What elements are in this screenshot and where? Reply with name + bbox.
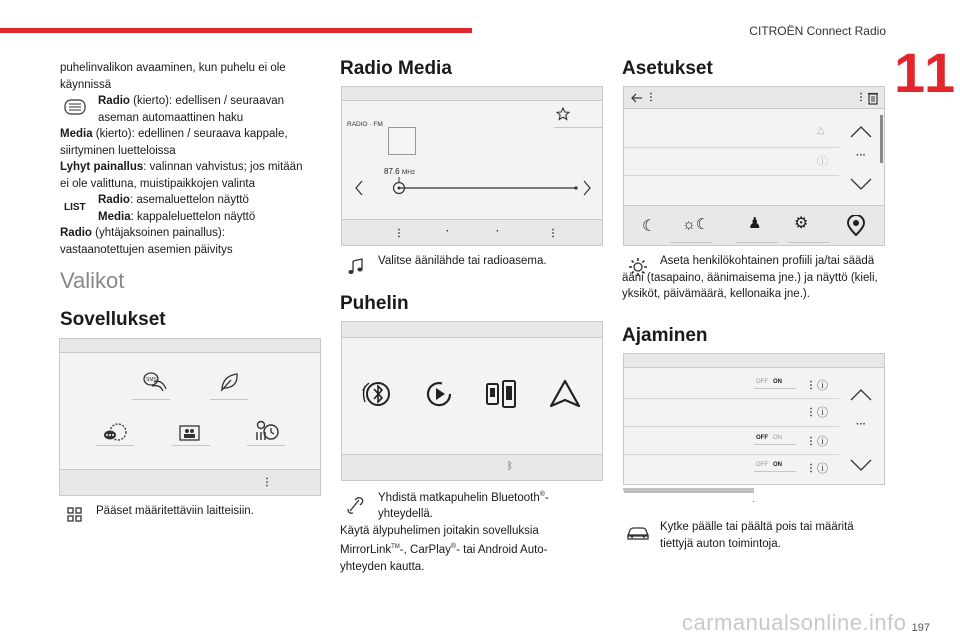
media-desc: (kierto): edellinen / seuraava kappale, siirtyminen luetteloissa <box>60 128 288 157</box>
media-term: Media <box>60 128 93 140</box>
list-desc-block <box>60 192 310 225</box>
driving-scroll-down-icon[interactable] <box>849 458 873 472</box>
station-logo-placeholder <box>388 127 416 155</box>
toggle-row-4[interactable]: OFF ON <box>756 462 783 468</box>
bluetooth-small-icon: ᛒ <box>507 461 513 472</box>
header-red-bar <box>0 28 472 33</box>
phone-caption: Yhdistä matkapuhelin Bluetooth®-yhteydellä. Käytä älypuhelimen joitakin sovelluksia MirrorLink™-, CarPlay®- tai Android Auto-yhteyden kautta. <box>340 491 549 573</box>
radio-caption: Valitse äänilähde tai radioasema. <box>378 255 547 267</box>
apps-title: Sovellukset <box>60 309 166 330</box>
trash-icon[interactable] <box>867 91 879 105</box>
radio3-term: Radio <box>60 227 92 239</box>
profile-icon[interactable]: ♟ <box>748 215 762 232</box>
radio-term: Radio <box>98 95 130 107</box>
short-press-desc: : valinnan vahvistus; jos mitään ei ole valittuna, muistipaikkojen valinta <box>60 161 303 190</box>
info-icon-row3[interactable]: ⓘ <box>817 436 828 448</box>
apps-top-band <box>60 339 320 353</box>
contacts-card-icon[interactable] <box>178 423 202 443</box>
media2-desc: : kappaleluettelon näyttö <box>130 210 256 223</box>
page-number: 197 <box>911 622 930 634</box>
scroll-down-icon[interactable] <box>849 177 873 191</box>
header-title: CITROËN Connect Radio <box>749 24 886 38</box>
media2-term: Media <box>98 210 131 223</box>
settings-caption: Aseta henkilökohtainen profiili ja/tai säädä ääni (tasapaino, äänimaisema jne.) ja näyttö (kieli, yksiköt, päivämäärä, kellonaika jne.). <box>622 255 878 300</box>
toggle-row-3[interactable]: OFF ON <box>756 435 783 441</box>
settings-title: Asetukset <box>622 58 713 79</box>
driving-scroll-up-icon[interactable] <box>849 388 873 402</box>
favorite-star-icon[interactable] <box>556 107 570 121</box>
driving-page-indicator <box>623 488 754 491</box>
knob-desc-block <box>60 93 310 126</box>
radio-options-dots-icon[interactable]: ⋮ <box>548 228 558 239</box>
apps-caption: Pääset määritettäviin laitteisiin. <box>96 505 254 517</box>
settings-screen: ⋮ ⋮ △ ⓘ ··· ☾ ☼☾ ♟ ⚙ <box>623 86 885 246</box>
scrollbar[interactable] <box>880 115 883 163</box>
radio-menu-dots-icon[interactable]: ⋮ <box>394 228 404 239</box>
chapter-number: 11 <box>894 41 958 104</box>
bluetooth-icon[interactable] <box>360 377 396 411</box>
driving-screen: OFF ON OFF ON OFF ON ⋮ ⓘ ⋮ ⓘ ⋮ ⓘ ⋮ ⓘ ··· <box>623 353 885 485</box>
night-mode-icon[interactable]: ☾ <box>642 218 657 235</box>
android-auto-icon[interactable] <box>548 378 582 410</box>
driving-title: Ajaminen <box>622 325 708 346</box>
frequency-value: 87.6 <box>384 167 400 176</box>
info-icon-row2[interactable]: ⓘ <box>817 407 828 419</box>
apps-grid-icon <box>66 506 84 524</box>
apps-screen <box>59 338 321 496</box>
frequency-slider[interactable] <box>354 175 594 203</box>
radio2-desc: : asemaluettelon näyttö <box>129 194 249 206</box>
watermark: carmanualsonline.info <box>682 610 907 635</box>
radio-media-title: Radio Media <box>340 58 452 79</box>
short-press-term: Lyhyt painallus <box>60 161 144 173</box>
radio-screen: RADIO · FM 87.6 MHz ⋮ · · ⋮ <box>341 86 603 246</box>
connected-apps-icon[interactable] <box>102 421 128 445</box>
intro-text: puhelinvalikon avaaminen, kun puhelu ei ole käynnissä <box>60 62 286 91</box>
apps-bottom-band <box>60 469 320 495</box>
menus-title: Valikot <box>60 268 125 293</box>
location-privacy-icon[interactable] <box>846 215 866 237</box>
phone-caption-line1: Yhdistä matkapuhelin Bluetooth <box>378 491 540 504</box>
day-night-icon[interactable]: ☼☾ <box>682 216 710 233</box>
settings-gear-icon[interactable]: ⚙ <box>794 215 809 232</box>
phone-screen <box>341 321 603 481</box>
info-icon-row1[interactable]: ⓘ <box>817 380 828 392</box>
radio-band-label: RADIO · FM <box>347 121 383 128</box>
phone-caption-line2: Käytä älypuhelimen joitakin sovelluksia MirrorLink <box>340 524 539 557</box>
sms-icon[interactable] <box>140 369 170 393</box>
eco-leaf-icon[interactable] <box>217 371 243 393</box>
info-icon: ⓘ <box>817 156 828 168</box>
toggle-row-1[interactable]: OFF ON <box>756 379 783 385</box>
warning-icon: △ <box>817 125 825 136</box>
radio3-desc: (yhtäjaksoinen painallus): vastaanotettujen asemien päivitys <box>60 227 233 256</box>
svg-text:SMS: SMS <box>146 377 157 383</box>
driving-caption: Kytke päälle tai päältä pois tai määritä tiettyjä auton toimintoja. <box>660 521 854 550</box>
list-label: LIST <box>64 202 86 213</box>
radio-desc: (kierto): edellisen / seuraavan aseman automaattinen haku <box>98 95 285 124</box>
climate-timer-icon[interactable] <box>253 419 281 443</box>
scroll-up-icon[interactable] <box>849 125 873 139</box>
phone-title: Puhelin <box>340 293 409 314</box>
carplay-icon[interactable] <box>422 377 456 411</box>
col1-text <box>60 60 310 258</box>
frequency-unit: MHz <box>401 169 416 176</box>
apps-menu-dots-icon[interactable]: ⋮ <box>262 477 272 488</box>
car-icon <box>626 524 650 542</box>
mirrorlink-icon[interactable] <box>484 378 518 410</box>
knob-icon <box>64 99 86 115</box>
music-note-icon <box>347 257 365 275</box>
info-icon-row4[interactable]: ⓘ <box>817 463 828 475</box>
radio2-term: Radio <box>98 194 130 206</box>
